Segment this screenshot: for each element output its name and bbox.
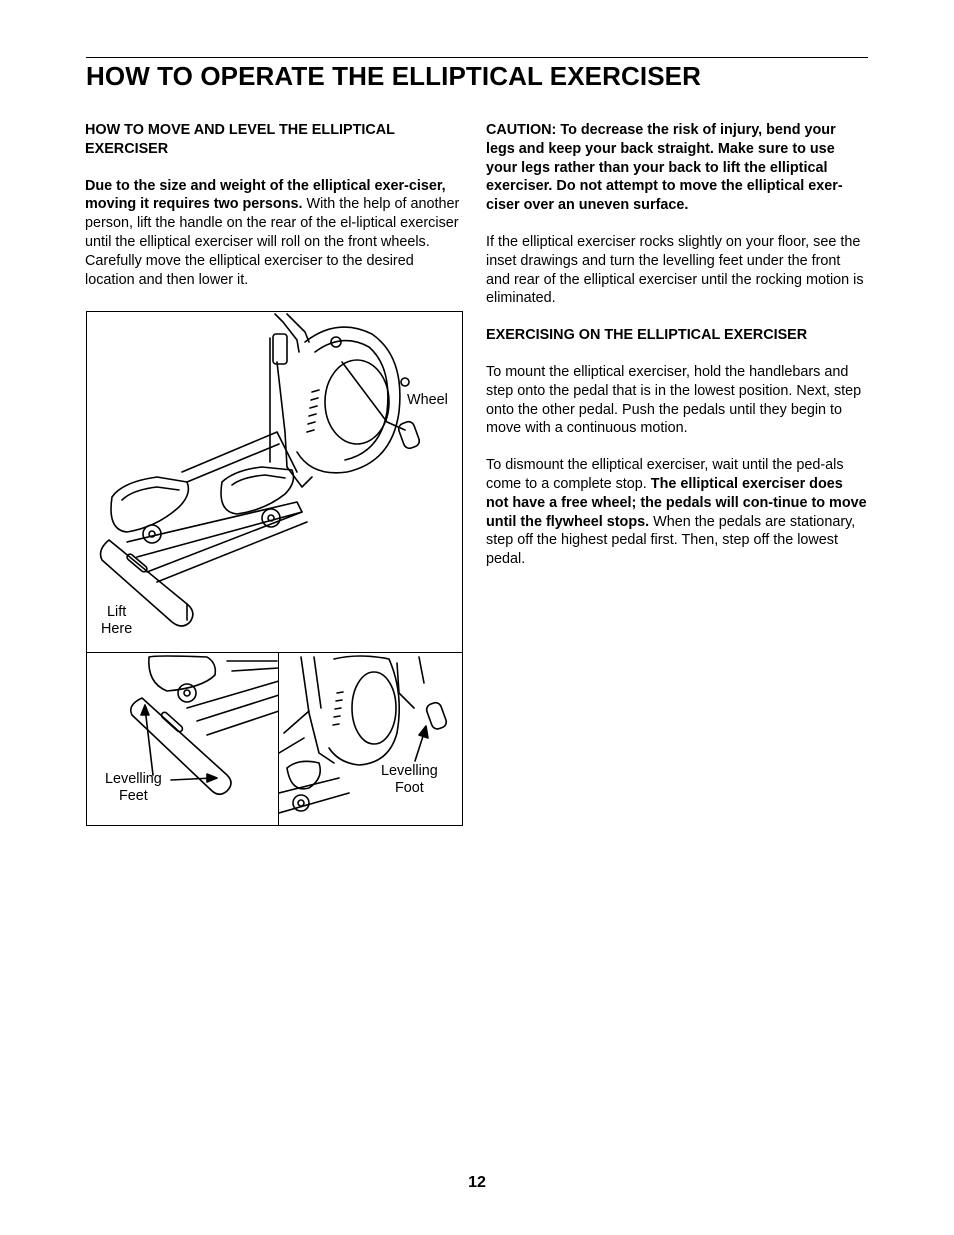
right-column [486,121,868,569]
section-heading-exercising: EXERCISING ON THE ELLIPTICAL EXERCISER [486,327,808,344]
levelling-paragraph: If the elliptical exerciser rocks slightly on your floor, see the inset drawings and turn the levelling feet under the front and rear of the elliptical exerciser until the rocking motion is eliminated. [486,233,864,307]
page-number: 12 [468,1174,486,1191]
section-heading-move: HOW TO MOVE AND LEVEL THE ELLIPTICAL EXERCISER [85,122,395,157]
label-lift-here: Lift Here [101,604,133,637]
page-title: HOW TO OPERATE THE ELLIPTICAL EXERCISER [86,61,701,91]
header-rule [86,57,868,58]
move-paragraph [85,177,467,290]
figure-main [86,311,463,654]
dismount-intro: To dismount the elliptical exerciser, wait until the ped-als come to a complete stop. [486,457,844,492]
label-levelling-foot: Levelling Foot [381,763,438,796]
label-levelling-feet: Levelling Feet [105,771,162,804]
move-instructions: With the help of another person, lift the handle on the rear of the el-liptical exerciser until the elliptical exerciser will roll on the front wheels. Carefully move the elliptical exerciser to the desired location and then lower it. [85,196,460,288]
mount-paragraph: To mount the elliptical exerciser, hold the handlebars and step onto the pedal that is in the lowest position. Next, step onto the other pedal. Push the pedals until they begin to move with a continuous motion. [486,363,862,437]
dismount-outro: When the pedals are stationary, step off the highest pedal first. Then, step off the lowest pedal. [486,513,856,568]
elliptical-illustration [87,312,464,655]
front-foot-illustration [279,653,464,827]
label-wheel: Wheel [407,392,448,408]
figure-inset-rear [86,652,280,826]
dismount-warning-bold: The elliptical exerciser does not have a free wheel; the pedals will con-tinue to move until the flywheel stops. [486,475,867,530]
left-column [85,121,467,289]
dismount-paragraph [486,456,868,569]
move-warning-bold: Due to the size and weight of the elliptical exer-ciser, moving it requires two persons. [85,177,446,213]
figure-inset-front [278,652,463,826]
caution-paragraph: CAUTION: To decrease the risk of injury, bend your legs and keep your back straight. Make sure to use your legs rather than your back to lift the elliptical exerciser. Do not attempt to move the elliptical exer-ciser over an uneven surface. [486,122,843,214]
